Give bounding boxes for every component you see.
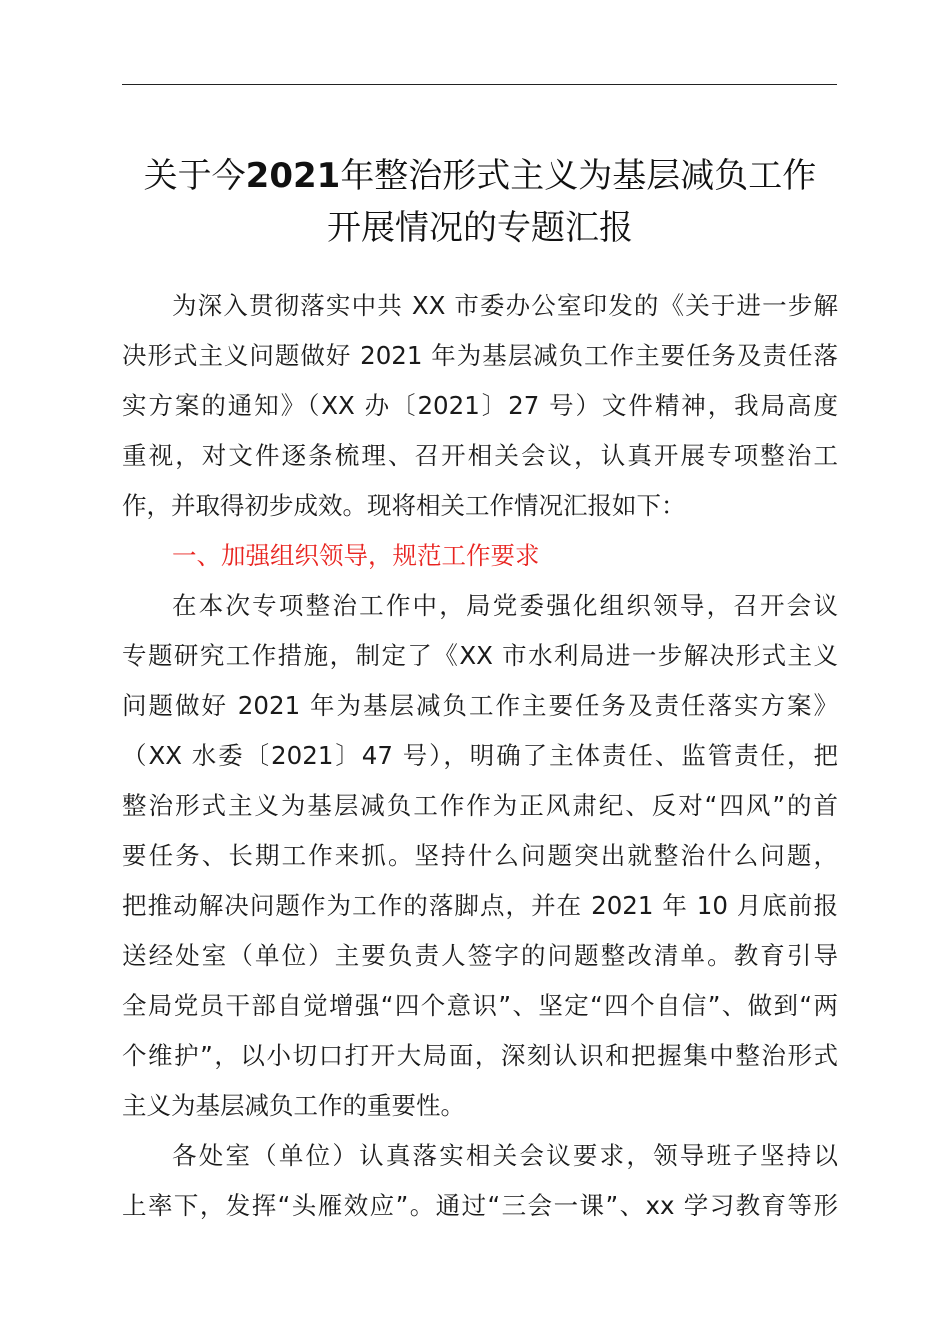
paragraph-departments [122,1131,838,1231]
title-suffix: 年整治形式主义为基层减负工作 [340,156,817,196]
paragraph-line: 整治形式主义为基层减负工作作为正风肃纪、反对“四风”的首 [122,791,838,820]
paragraph-line: 送经处室（单位）主要负责人签字的问题整改清单。教育引导 [122,941,838,970]
paragraph-line: 为深入贯彻落实中共 XX 市委办公室印发的《关于进一步解 [172,291,838,320]
title-line-2: 开展情况的专题汇报 [327,208,633,248]
section-heading: 一、加强组织领导，规范工作要求 [172,541,540,570]
paragraph-intro [122,281,838,531]
paragraph-line: 把推动解决问题作为工作的落脚点，并在 2021 年 10 月底前报 [122,891,838,920]
header-rule [122,84,837,85]
paragraph-line: 个维护”，以小切口打开大局面，深刻认识和把握集中整治形式 [122,1041,838,1070]
title-line-1 [100,150,860,202]
paragraph-line: 作，并取得初步成效。现将相关工作情况汇报如下： [122,491,686,520]
paragraph-line: 全局党员干部自觉增强“四个意识”、坚定“四个自信”、做到“两 [122,991,838,1020]
paragraph-line: 主义为基层减负工作的重要性。 [122,1091,465,1120]
document-title [100,150,860,254]
paragraph-line: 专题研究工作措施，制定了《XX 市水利局进一步解决形式主义 [122,641,838,670]
paragraph-line: 问题做好 2021 年为基层减负工作主要任务及责任落实方案》 [122,691,838,720]
paragraph-line: 要任务、长期工作来抓。坚持什么问题突出就整治什么问题， [122,841,838,870]
paragraph-line: 上率下，发挥“头雁效应”。通过“三会一课”、xx 学习教育等形 [122,1191,838,1220]
paragraph-line: （XX 水委〔2021〕47 号），明确了主体责任、监管责任，把 [122,741,838,770]
paragraph-line: 各处室（单位）认真落实相关会议要求，领导班子坚持以 [172,1141,838,1170]
title-prefix: 关于今 [143,156,246,196]
paragraph-section1 [122,581,838,1131]
title-year: 2021 [245,156,341,196]
paragraph-line: 重视，对文件逐条梳理、召开相关会议，认真开展专项整治工 [122,441,838,470]
paragraph-line: 实方案的通知》（XX 办〔2021〕27 号）文件精神，我局高度 [122,391,838,420]
paragraph-line: 在本次专项整治工作中，局党委强化组织领导，召开会议 [172,591,838,620]
document-body [122,281,838,1231]
paragraph-line: 决形式主义问题做好 2021 年为基层减负工作主要任务及责任落 [122,341,838,370]
